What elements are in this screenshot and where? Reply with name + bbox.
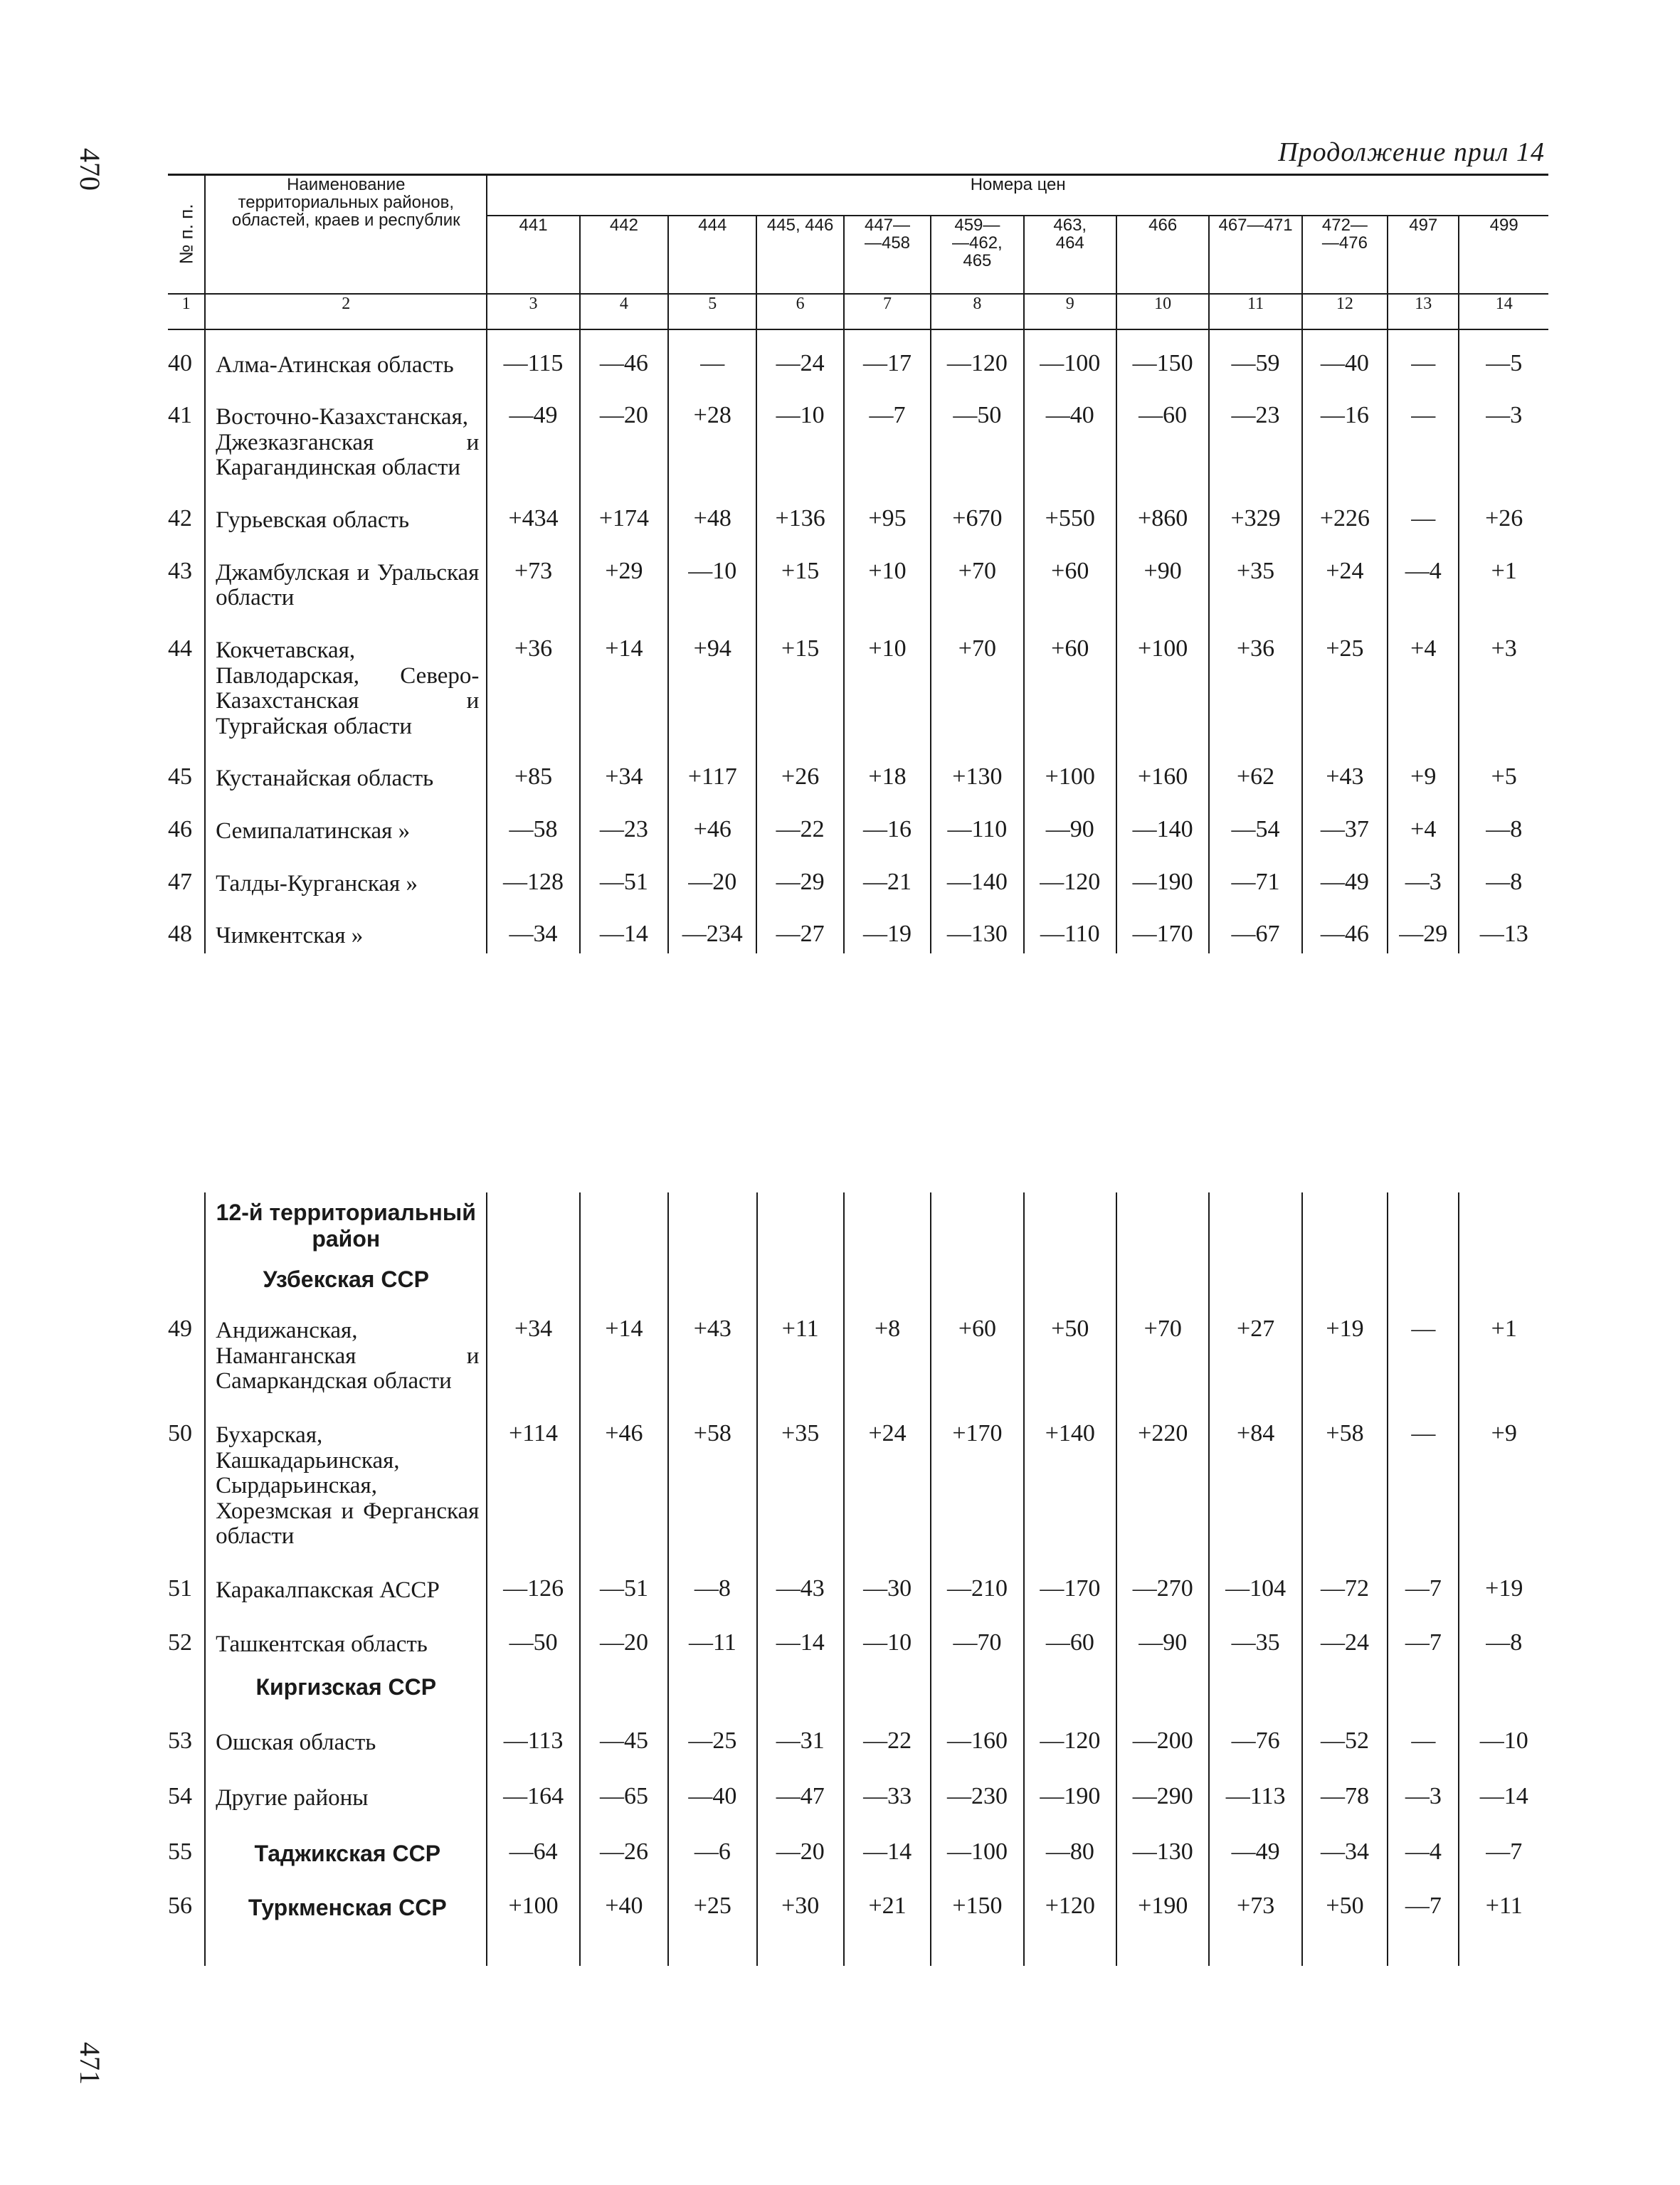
region-name: Восточно-Казахстанская, Джезказганская и Карагандинская области <box>205 382 487 485</box>
price-value: +19 <box>1459 1560 1548 1614</box>
price-value: +130 <box>931 744 1023 796</box>
price-value: —22 <box>756 796 843 849</box>
region-name: Джамбулская и Уральская области <box>205 538 487 615</box>
row-number: 45 <box>168 763 192 790</box>
price-value: —5 <box>1459 329 1548 383</box>
price-value: —10 <box>756 382 843 485</box>
region-name: Гурьевская область <box>205 485 487 538</box>
price-value: —49 <box>1209 1821 1301 1876</box>
price-value: —16 <box>844 796 931 849</box>
price-table-kazakh <box>168 174 1548 953</box>
row-number: 41 <box>168 402 192 429</box>
price-value: +34 <box>487 1300 579 1404</box>
price-value: +35 <box>757 1404 844 1560</box>
price-value: —47 <box>757 1766 844 1821</box>
table-row <box>168 1300 1548 1404</box>
price-value: —8 <box>1459 849 1548 901</box>
price-value: —29 <box>756 849 843 901</box>
price-value: — <box>1388 382 1459 485</box>
price-value: —3 <box>1388 1766 1459 1821</box>
price-value: —64 <box>487 1821 579 1876</box>
price-value: +9 <box>1459 1404 1548 1560</box>
table-row <box>168 1875 1548 1930</box>
price-value: +27 <box>1209 1300 1301 1404</box>
price-value: —130 <box>1116 1821 1209 1876</box>
table-row <box>168 1821 1548 1876</box>
price-value: —110 <box>931 796 1023 849</box>
price-value: —80 <box>1024 1821 1116 1876</box>
region-name: Кокчетавская, Павлодарская, Северо-Казахстанская и Тургайская области <box>205 615 487 744</box>
price-value: —126 <box>487 1560 579 1614</box>
column-number: 8 <box>931 294 1023 329</box>
price-value: —19 <box>844 901 931 953</box>
price-value: —72 <box>1302 1560 1388 1614</box>
column-number: 10 <box>1116 294 1209 329</box>
price-value: —120 <box>931 329 1023 383</box>
price-value: —65 <box>580 1766 668 1821</box>
price-value: +70 <box>931 615 1023 744</box>
table1-body <box>168 329 1548 953</box>
price-value: —140 <box>1116 796 1209 849</box>
price-value: — <box>1388 329 1459 383</box>
header-price-col: 497 <box>1388 216 1459 294</box>
table-row <box>168 796 1548 849</box>
price-value: —10 <box>1459 1710 1548 1766</box>
price-value: +24 <box>1302 538 1388 615</box>
price-value: —45 <box>580 1710 668 1766</box>
price-value: +8 <box>844 1300 931 1404</box>
region-name: Туркменская ССР <box>205 1875 487 1930</box>
price-value: +50 <box>1302 1875 1388 1930</box>
price-value: +11 <box>757 1300 844 1404</box>
region-name: Семипалатинская » <box>205 796 487 849</box>
price-value: —16 <box>1302 382 1388 485</box>
row-number: 49 <box>168 1316 192 1342</box>
price-value: —34 <box>487 901 579 953</box>
row-number: 40 <box>168 349 192 376</box>
header-price-col: 444 <box>668 216 756 294</box>
uzbek-heading-row <box>168 1259 1548 1300</box>
region-name: Бухарская, Кашкадарьинская, Сырдарьинская, Хорезмская и Ферганская области <box>205 1404 487 1560</box>
price-value: —54 <box>1209 796 1301 849</box>
price-value: +40 <box>580 1875 668 1930</box>
price-value: —60 <box>1116 382 1209 485</box>
price-value: +90 <box>1116 538 1209 615</box>
kirgiz-heading: Киргизская ССР <box>205 1667 487 1710</box>
table-row <box>168 1404 1548 1560</box>
table2-body <box>168 1192 1548 1966</box>
price-value: —13 <box>1459 901 1548 953</box>
column-number: 2 <box>205 294 487 329</box>
column-number: 9 <box>1024 294 1116 329</box>
price-value: +58 <box>668 1404 756 1560</box>
price-value: —35 <box>1209 1614 1301 1668</box>
price-value: —290 <box>1116 1766 1209 1821</box>
price-value: +10 <box>844 538 931 615</box>
price-value: —100 <box>1024 329 1116 383</box>
price-value: +62 <box>1209 744 1301 796</box>
price-value: +160 <box>1116 744 1209 796</box>
column-number: 4 <box>580 294 668 329</box>
region-name: Талды-Курганская » <box>205 849 487 901</box>
row-number: 53 <box>168 1728 192 1755</box>
price-value: —130 <box>931 901 1023 953</box>
price-value: —22 <box>844 1710 931 1766</box>
price-value: —71 <box>1209 849 1301 901</box>
price-value: —200 <box>1116 1710 1209 1766</box>
price-value: +19 <box>1302 1300 1388 1404</box>
price-value: —3 <box>1459 382 1548 485</box>
table-row <box>168 615 1548 744</box>
price-value: +25 <box>1302 615 1388 744</box>
price-value: —21 <box>844 849 931 901</box>
price-value: —23 <box>580 796 668 849</box>
column-number: 7 <box>844 294 931 329</box>
price-value: —14 <box>757 1614 844 1668</box>
price-value: +4 <box>1388 796 1459 849</box>
price-value: —70 <box>931 1614 1023 1668</box>
price-value: +114 <box>487 1404 579 1560</box>
price-value: +18 <box>844 744 931 796</box>
price-value: +136 <box>756 485 843 538</box>
price-value: —33 <box>844 1766 931 1821</box>
price-value: — <box>1388 1404 1459 1560</box>
price-value: —104 <box>1209 1560 1301 1614</box>
price-value: +117 <box>668 744 756 796</box>
price-value: +73 <box>487 538 579 615</box>
price-value: +1 <box>1459 538 1548 615</box>
price-value: +170 <box>931 1404 1023 1560</box>
price-value: +34 <box>580 744 668 796</box>
price-value: —50 <box>931 382 1023 485</box>
kirgiz-heading-row <box>168 1667 1548 1710</box>
header-price-col: 442 <box>580 216 668 294</box>
price-value: —51 <box>580 1560 668 1614</box>
price-value: +70 <box>1116 1300 1209 1404</box>
price-value: +100 <box>487 1875 579 1930</box>
header-price-col: 499 <box>1459 216 1548 294</box>
price-value: +14 <box>580 615 668 744</box>
price-value: —7 <box>1459 1821 1548 1876</box>
price-value: +94 <box>668 615 756 744</box>
price-value: —76 <box>1209 1710 1301 1766</box>
price-value: —67 <box>1209 901 1301 953</box>
price-value: +26 <box>1459 485 1548 538</box>
table-row <box>168 538 1548 615</box>
region-name: Таджикская ССР <box>205 1821 487 1876</box>
price-value: —170 <box>1024 1560 1116 1614</box>
price-value: +60 <box>931 1300 1023 1404</box>
table-row <box>168 1710 1548 1766</box>
price-value: —50 <box>487 1614 579 1668</box>
column-number: 12 <box>1302 294 1388 329</box>
price-value: +11 <box>1459 1875 1548 1930</box>
price-value: +3 <box>1459 615 1548 744</box>
region-name: Ташкентская область <box>205 1614 487 1668</box>
header-price-col: 463, 464 <box>1024 216 1116 294</box>
column-number: 5 <box>668 294 756 329</box>
price-value: —27 <box>756 901 843 953</box>
column-number: 6 <box>756 294 843 329</box>
price-value: —20 <box>668 849 756 901</box>
region-name: Чимкентская » <box>205 901 487 953</box>
price-value: —100 <box>931 1821 1023 1876</box>
price-value: —120 <box>1024 1710 1116 1766</box>
table-header <box>168 175 1548 329</box>
header-price-col: 472— —476 <box>1302 216 1388 294</box>
price-value: —29 <box>1388 901 1459 953</box>
column-number: 1 <box>168 294 205 329</box>
price-value: —14 <box>1459 1766 1548 1821</box>
price-value: —210 <box>931 1560 1023 1614</box>
price-value: +84 <box>1209 1404 1301 1560</box>
row-number: 44 <box>168 635 192 662</box>
price-value: —120 <box>1024 849 1116 901</box>
price-value: —30 <box>844 1560 931 1614</box>
price-value: —40 <box>1024 382 1116 485</box>
price-value: —78 <box>1302 1766 1388 1821</box>
district-heading-row <box>168 1192 1548 1259</box>
column-number: 14 <box>1459 294 1548 329</box>
region-name: Алма-Атинская область <box>205 329 487 383</box>
price-value: —7 <box>844 382 931 485</box>
price-value: +58 <box>1302 1404 1388 1560</box>
price-value: —17 <box>844 329 931 383</box>
price-value: +140 <box>1024 1404 1116 1560</box>
header-price-col: 441 <box>487 216 579 294</box>
header-price-col: 459— —462, 465 <box>931 216 1023 294</box>
row-number: 47 <box>168 868 192 895</box>
price-value: +670 <box>931 485 1023 538</box>
price-value: —7 <box>1388 1560 1459 1614</box>
table-row <box>168 329 1548 383</box>
price-value: +46 <box>668 796 756 849</box>
price-value: +220 <box>1116 1404 1209 1560</box>
price-value: +14 <box>580 1300 668 1404</box>
price-value: —10 <box>668 538 756 615</box>
price-value: +60 <box>1024 615 1116 744</box>
price-value: —51 <box>580 849 668 901</box>
price-value: +36 <box>487 615 579 744</box>
column-numbers-row <box>168 294 1548 329</box>
price-value: +174 <box>580 485 668 538</box>
table-row <box>168 901 1548 953</box>
price-value: +860 <box>1116 485 1209 538</box>
price-value: +150 <box>931 1875 1023 1930</box>
table-row <box>168 1766 1548 1821</box>
price-value: —24 <box>1302 1614 1388 1668</box>
price-value: +29 <box>580 538 668 615</box>
price-value: —234 <box>668 901 756 953</box>
price-value: +1 <box>1459 1300 1548 1404</box>
price-value: +5 <box>1459 744 1548 796</box>
price-value: +48 <box>668 485 756 538</box>
price-value: — <box>1388 1710 1459 1766</box>
price-value: —4 <box>1388 1821 1459 1876</box>
table-row <box>168 849 1548 901</box>
price-value: +25 <box>668 1875 756 1930</box>
price-value: —46 <box>580 329 668 383</box>
price-table-central-asia <box>168 1192 1548 1966</box>
price-value: —11 <box>668 1614 756 1668</box>
price-value: —170 <box>1116 901 1209 953</box>
price-value: —31 <box>757 1710 844 1766</box>
region-name: Ошская область <box>205 1710 487 1766</box>
running-head: Продолжение прил 14 <box>1278 137 1545 167</box>
price-value: —60 <box>1024 1614 1116 1668</box>
price-value: +73 <box>1209 1875 1301 1930</box>
price-value: —6 <box>668 1821 756 1876</box>
price-value: +21 <box>844 1875 931 1930</box>
page-number-bottom: 471 <box>74 2042 106 2085</box>
price-value: +26 <box>756 744 843 796</box>
price-value: +36 <box>1209 615 1301 744</box>
price-value: —20 <box>580 382 668 485</box>
price-value: —20 <box>757 1821 844 1876</box>
price-value: —230 <box>931 1766 1023 1821</box>
row-number: 48 <box>168 921 192 948</box>
price-value: +434 <box>487 485 579 538</box>
price-value: —4 <box>1388 538 1459 615</box>
price-value: —270 <box>1116 1560 1209 1614</box>
price-value: —24 <box>756 329 843 383</box>
row-number: 50 <box>168 1419 192 1446</box>
price-value: —190 <box>1116 849 1209 901</box>
table-row <box>168 744 1548 796</box>
price-value: —52 <box>1302 1710 1388 1766</box>
price-value: —113 <box>1209 1766 1301 1821</box>
price-value: — <box>1388 1300 1459 1404</box>
price-value: —8 <box>1459 796 1548 849</box>
price-value: —20 <box>580 1614 668 1668</box>
row-number: 51 <box>168 1575 192 1602</box>
price-value: —8 <box>668 1560 756 1614</box>
price-value: —190 <box>1024 1766 1116 1821</box>
price-value: —164 <box>487 1766 579 1821</box>
table-row <box>168 1560 1548 1614</box>
uzbek-heading: Узбекская ССР <box>205 1259 487 1300</box>
price-value: +226 <box>1302 485 1388 538</box>
price-value: —49 <box>1302 849 1388 901</box>
price-value: —115 <box>487 329 579 383</box>
table-row <box>168 382 1548 485</box>
row-number: 54 <box>168 1782 192 1809</box>
price-value: +10 <box>844 615 931 744</box>
price-value: +4 <box>1388 615 1459 744</box>
price-value: —34 <box>1302 1821 1388 1876</box>
price-value: —110 <box>1024 901 1116 953</box>
price-value: —14 <box>580 901 668 953</box>
price-value: —40 <box>1302 329 1388 383</box>
price-value: +9 <box>1388 744 1459 796</box>
price-value: —90 <box>1024 796 1116 849</box>
row-number: 55 <box>168 1838 192 1865</box>
price-value: —46 <box>1302 901 1388 953</box>
column-number: 3 <box>487 294 579 329</box>
row-number: 56 <box>168 1893 192 1920</box>
price-value: +50 <box>1024 1300 1116 1404</box>
price-value: —58 <box>487 796 579 849</box>
header-name: Наименование территориальных районов, областей, краев и республик <box>205 175 487 294</box>
price-value: —140 <box>931 849 1023 901</box>
price-value: —160 <box>931 1710 1023 1766</box>
price-value: —8 <box>1459 1614 1548 1668</box>
header-row-number: № п. п. <box>168 175 205 294</box>
table-row <box>168 485 1548 538</box>
price-value: +15 <box>756 615 843 744</box>
price-value: +100 <box>1116 615 1209 744</box>
header-price-col: 447— —458 <box>844 216 931 294</box>
price-value: +60 <box>1024 538 1116 615</box>
price-value: +95 <box>844 485 931 538</box>
price-value: +43 <box>1302 744 1388 796</box>
row-number: 52 <box>168 1629 192 1656</box>
price-value: —7 <box>1388 1614 1459 1668</box>
price-value: —40 <box>668 1766 756 1821</box>
price-value: —25 <box>668 1710 756 1766</box>
price-value: +120 <box>1024 1875 1116 1930</box>
region-name: Каракалпакская АССР <box>205 1560 487 1614</box>
price-value: —3 <box>1388 849 1459 901</box>
region-name: Кустанайская область <box>205 744 487 796</box>
price-value: +43 <box>668 1300 756 1404</box>
header-price-col: 466 <box>1116 216 1209 294</box>
header-price-col: 467—471 <box>1209 216 1301 294</box>
price-value: +550 <box>1024 485 1116 538</box>
price-value: —113 <box>487 1710 579 1766</box>
price-value: —90 <box>1116 1614 1209 1668</box>
page-number-top: 470 <box>74 148 106 191</box>
price-value: —7 <box>1388 1875 1459 1930</box>
price-value: +70 <box>931 538 1023 615</box>
price-value: —14 <box>844 1821 931 1876</box>
column-number: 11 <box>1209 294 1301 329</box>
price-value: —26 <box>580 1821 668 1876</box>
header-prices-group: Номера цен <box>487 175 1548 216</box>
row-number: 42 <box>168 505 192 531</box>
price-value: +85 <box>487 744 579 796</box>
price-value: — <box>668 329 756 383</box>
header-price-col: 445, 446 <box>756 216 843 294</box>
region-name: Андижанская, Наманганская и Самаркандская области <box>205 1300 487 1404</box>
price-value: —59 <box>1209 329 1301 383</box>
table-row <box>168 1614 1548 1668</box>
price-value: —10 <box>844 1614 931 1668</box>
row-number: 43 <box>168 557 192 584</box>
column-number: 13 <box>1388 294 1459 329</box>
price-value: +100 <box>1024 744 1116 796</box>
row-number: 46 <box>168 816 192 842</box>
price-value: +35 <box>1209 538 1301 615</box>
price-value: —37 <box>1302 796 1388 849</box>
price-value: +329 <box>1209 485 1301 538</box>
price-value: +190 <box>1116 1875 1209 1930</box>
region-name: Другие районы <box>205 1766 487 1821</box>
price-value: —150 <box>1116 329 1209 383</box>
price-value: +30 <box>757 1875 844 1930</box>
price-value: +15 <box>756 538 843 615</box>
price-value: —23 <box>1209 382 1301 485</box>
price-value: —43 <box>757 1560 844 1614</box>
district-heading: 12-й территориальный район <box>205 1192 487 1259</box>
price-value: +28 <box>668 382 756 485</box>
price-value: +46 <box>580 1404 668 1560</box>
price-value: +24 <box>844 1404 931 1560</box>
price-value: —49 <box>487 382 579 485</box>
price-value: — <box>1388 485 1459 538</box>
price-value: —128 <box>487 849 579 901</box>
